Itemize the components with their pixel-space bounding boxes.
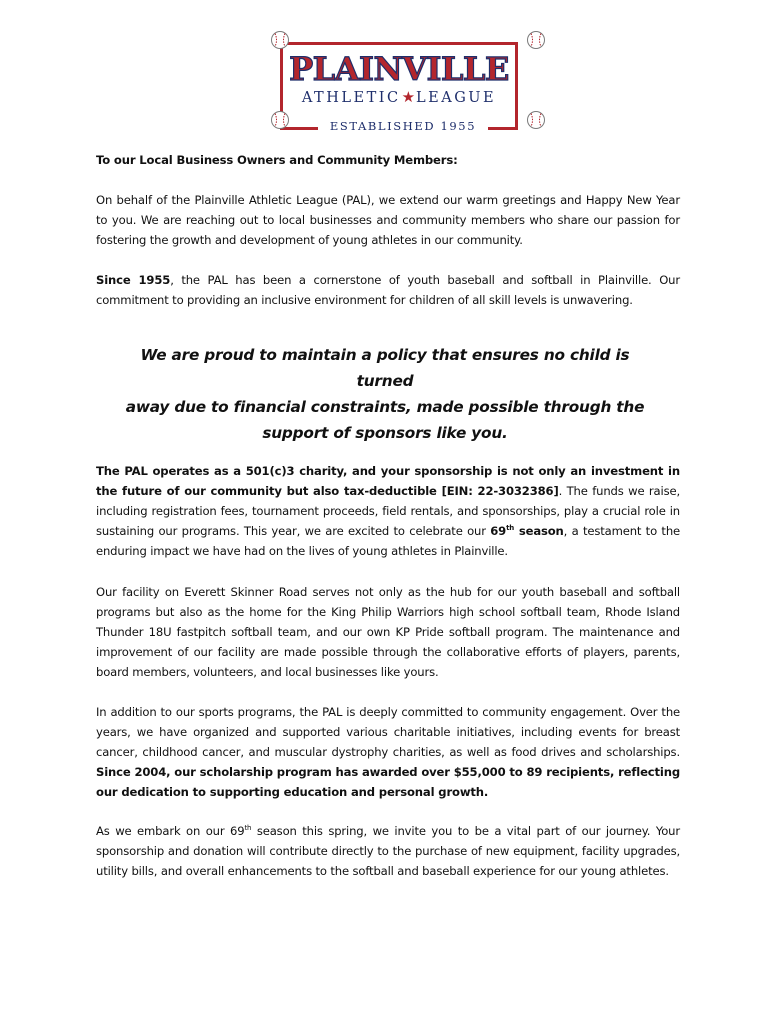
- salutation: [96, 150, 680, 170]
- salutation-text: To our Local Business Owners and Community Members:: [96, 153, 458, 167]
- history-bold-lead: Since 1955: [96, 273, 171, 287]
- season-num: 69: [490, 524, 507, 538]
- community-bold-tail: Since 2004, our scholarship program has awarded over $55,000 to 89 recipients, reflecting our dedication to supporting education and personal growth.: [96, 765, 680, 799]
- charity-tail: , a testament to the enduring impact we have had on the lives of young athletes in Plainville.: [96, 524, 680, 558]
- callout-line-3: support of sponsors like you.: [262, 424, 508, 442]
- baseball-icon: [270, 110, 290, 130]
- paragraph-history: [96, 270, 680, 310]
- policy-callout: [120, 342, 650, 446]
- paragraph-charity: [96, 461, 680, 561]
- invitation-lead: As we embark on our 69: [96, 824, 245, 838]
- invitation-sup: th: [244, 824, 252, 833]
- season-number: [490, 524, 563, 538]
- logo-established: ESTABLISHED 1955: [318, 118, 488, 134]
- charity-bold-lead: The PAL operates as a 501(c)3 charity, and your sponsorship is not only an investment in the future of our community but also tax-deductible [EIN: 22-3032386]: [96, 464, 680, 498]
- paragraph-greeting: On behalf of the Plainville Athletic League (PAL), we extend our warm greetings and Happy New Year to you. We are reaching out to local businesses and community members who share our passion for fostering the growth and development of young athletes in our community.: [96, 193, 680, 247]
- logo-sub-right: LEAGUE: [416, 90, 497, 106]
- logo-subtitle: [270, 88, 528, 107]
- history-text: , the PAL has been a cornerstone of youth baseball and softball in Plainville. Our commitment to providing an inclusive environment for children of all skill levels is unwavering.: [96, 273, 680, 307]
- logo-name: PLAINVILLE: [289, 50, 509, 88]
- invitation-text: season this spring, we invite you to be a vital part of our journey. Your sponsorship and donation will contribute directly to the purchase of new equipment, facility upgrades, utility bills, and overall enhancements to the softball and baseball experience for our young athletes.: [96, 824, 680, 878]
- callout-line-1: We are proud to maintain a policy that ensures no child is turned: [140, 346, 630, 390]
- star-icon: ★: [401, 88, 416, 106]
- paragraph-facility: Our facility on Everett Skinner Road serves not only as the hub for our youth baseball and softball programs but also as the home for the King Philip Warriors high school softball team, Rhode Island Thunder 18U fastpitch softball team, and our own KP Pride softball program. The maintenance and improvement of our facility are made possible through the collaborative efforts of players, parents, board members, volunteers, and local businesses like yours.: [96, 585, 680, 679]
- baseball-icon: [526, 30, 546, 50]
- charity-text: . The funds we raise, including registration fees, tournament proceeds, field rentals, and sponsorships, play a crucial role in sustaining our programs. This year, we are excited to celebrate our: [96, 484, 680, 538]
- logo-sub-left: ATHLETIC: [301, 90, 401, 106]
- season-word: season: [514, 524, 564, 538]
- league-logo: [262, 22, 552, 140]
- baseball-icon: [526, 110, 546, 130]
- season-sup: th: [506, 524, 515, 533]
- baseball-icon: [270, 30, 290, 50]
- community-text: In addition to our sports programs, the PAL is deeply committed to community engagement. Over the years, we have organized and supported various charitable initiatives, including events for breast cancer, childhood cancer, and muscular dystrophy charities, as well as food drives and scholarships.: [96, 705, 680, 759]
- paragraph-community: [96, 702, 680, 802]
- paragraph-invitation: [96, 821, 680, 881]
- callout-line-2: away due to financial constraints, made possible through the: [125, 398, 645, 416]
